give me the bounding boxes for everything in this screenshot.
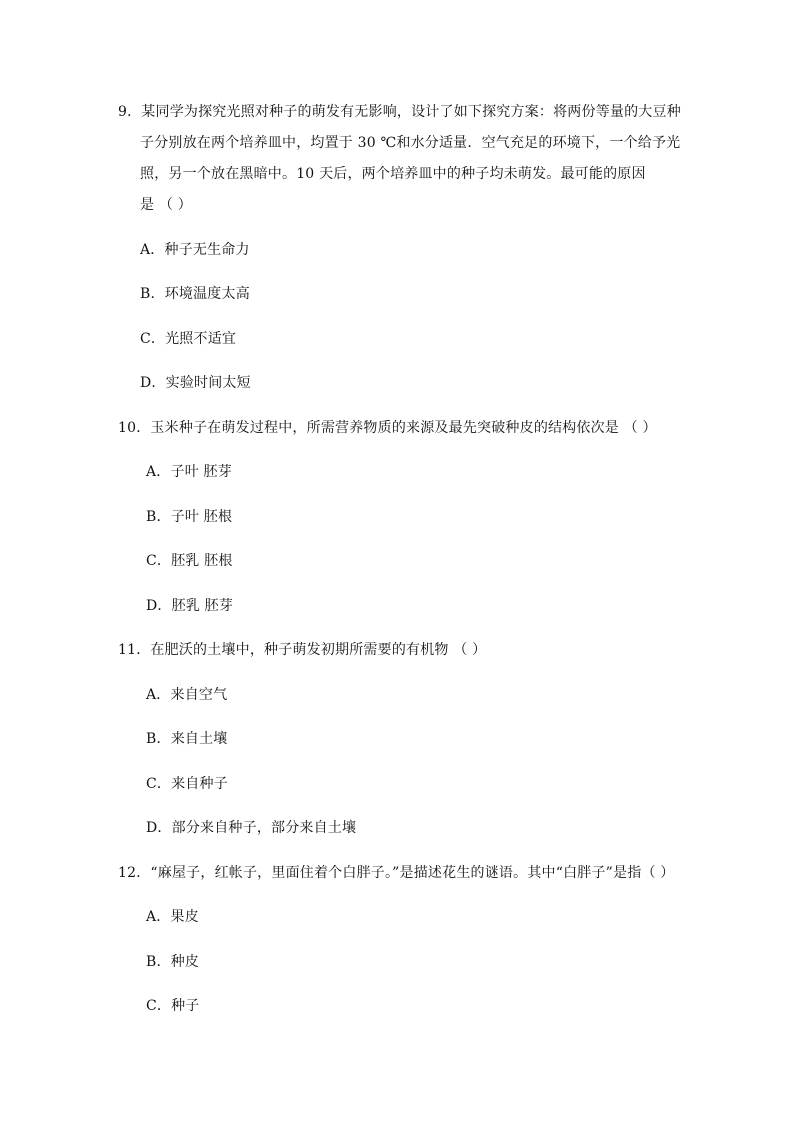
question-9-option-b: B．环境温度太高 [140, 286, 250, 302]
question-12-stem: 12．“麻屋子，红帐子，里面住着个白胖子。”是描述花生的谜语。其中“白胖子”是指（ ） [118, 865, 675, 881]
question-10-option-a: A．子叶 胚芽 [146, 464, 232, 480]
question-11-option-c: C．来自种子 [146, 776, 228, 792]
question-11-option-b: B．来自土壤 [146, 731, 228, 747]
question-10-stem: 10．玉米种子在萌发过程中，所需营养物质的来源及最先突破种皮的结构依次是 （ ） [118, 420, 657, 436]
question-9-stem-line-1: 9．某同学为探究光照对种子的萌发有无影响，设计了如下探究方案：将两份等量的大豆种 [118, 104, 681, 120]
question-12-option-c: C．种子 [146, 998, 200, 1014]
question-10-option-b: B．子叶 胚根 [146, 509, 233, 525]
question-9-option-d: D．实验时间太短 [140, 375, 251, 391]
question-9-stem-line-2: 子分别放在两个培养皿中，均置于 30 ℃和水分适量．空气充足的环境下，一个给予光 [140, 135, 681, 151]
question-9-stem-line-3: 照，另一个放在黑暗中。10 天后，两个培养皿中的种子均未萌发。最可能的原因 [140, 166, 646, 182]
question-9-stem-line-4: 是 （ ） [140, 197, 192, 213]
question-12-option-a: A．果皮 [146, 909, 199, 925]
question-11-stem: 11．在肥沃的土壤中，种子萌发初期所需要的有机物 （ ） [118, 642, 487, 658]
question-11-option-d: D．部分来自种子，部分来自土壤 [146, 820, 357, 836]
question-10-option-d: D．胚乳 胚芽 [146, 598, 234, 614]
question-11-option-a: A．来自空气 [146, 687, 228, 703]
question-10-option-c: C．胚乳 胚根 [146, 553, 233, 569]
question-9-option-a: A．种子无生命力 [140, 242, 250, 258]
question-9-option-c: C．光照不适宜 [140, 331, 237, 347]
question-12-option-b: B．种皮 [146, 954, 200, 970]
